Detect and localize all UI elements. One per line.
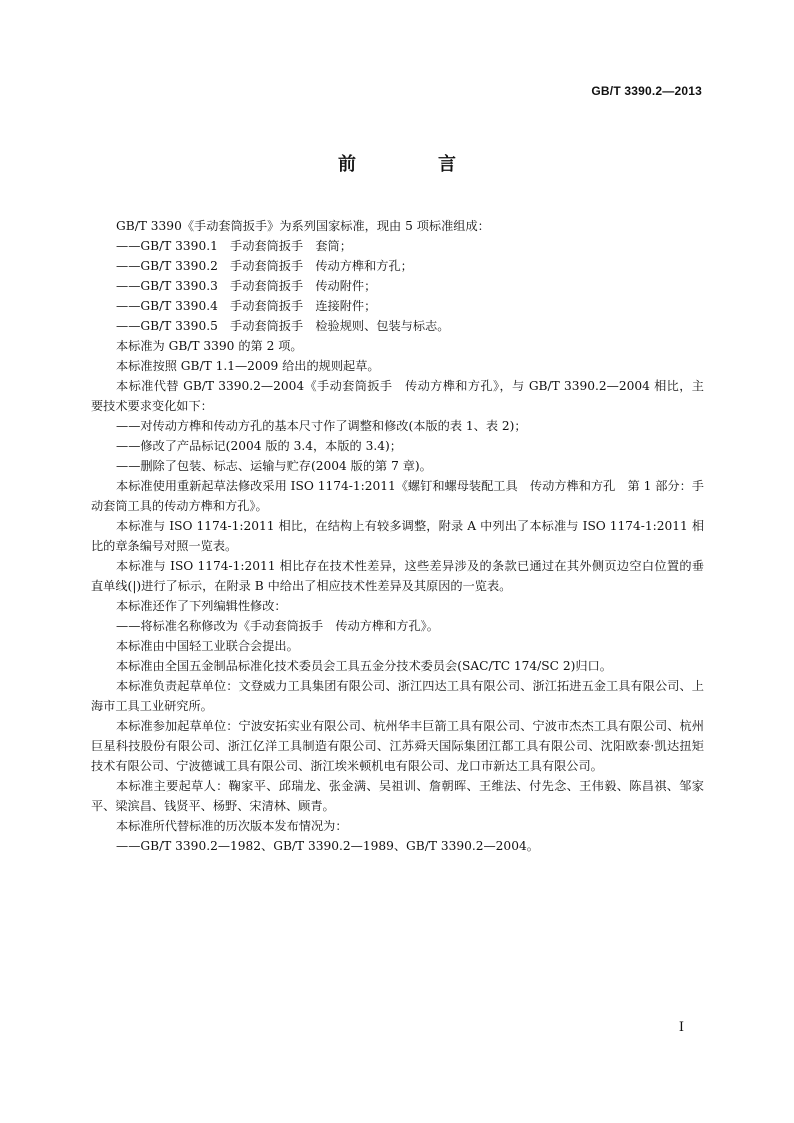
paragraph: 本标准主要起草人：鞠家平、邱瑞龙、张金满、吴祖训、詹朝晖、王维法、付先念、王伟毅、陈昌祺、邹家平、梁滨昌、钱贤平、杨野、宋清林、顾青。	[91, 779, 704, 813]
paragraph: 本标准所代替标准的历次版本发布情况为：	[116, 819, 348, 833]
list-item: ——删除了包装、标志、运输与贮存(2004 版的第 7 章)。	[116, 459, 432, 473]
paragraph: 本标准使用重新起草法修改采用 ISO 1174-1:2011《螺钉和螺母装配工具 传动方榫和方孔 第 1 部分：手动套筒工具的传动方榫和方孔》。	[91, 479, 704, 513]
paragraph: 本标准负责起草单位：文登威力工具集团有限公司、浙江四达工具有限公司、浙江拓进五金工具有限公司、上海市工具工业研究所。	[91, 679, 704, 713]
paragraph: 本标准为 GB/T 3390 的第 2 项。	[116, 339, 303, 353]
list-item: ——GB/T 3390.2—1982、GB/T 3390.2—1989、GB/T 3390.2—2004。	[116, 839, 539, 853]
list-item: ——GB/T 3390.5 手动套筒扳手 检验规则、包装与标志。	[116, 319, 450, 333]
paragraph: 本标准与 ISO 1174-1:2011 相比，在结构上有较多调整，附录 A 中列出了本标准与 ISO 1174-1:2011 相比的章条编号对照一览表。	[91, 519, 704, 553]
list-item: ——GB/T 3390.1 手动套筒扳手 套筒；	[116, 239, 352, 253]
list-item: ——对传动方榫和传动方孔的基本尺寸作了调整和修改(本版的表 1、表 2)；	[116, 419, 527, 433]
page-number: I	[678, 1020, 684, 1035]
paragraph: 本标准与 ISO 1174-1:2011 相比存在技术性差异，这些差异涉及的条款已通过在其外侧页边空白位置的垂直单线(|)进行了标示，在附录 B 中给出了相应技术性差异及其原因的一览表。	[91, 559, 704, 593]
paragraph: 本标准由中国轻工业联合会提出。	[116, 639, 299, 653]
paragraph: 本标准由全国五金制品标准化技术委员会工具五金分技术委员会(SAC/TC 174/SC 2)归口。	[116, 659, 612, 673]
page-title: 前 言	[338, 154, 488, 175]
paragraph: 本标准代替 GB/T 3390.2—2004《手动套筒扳手 传动方榫和方孔》，与 GB/T 3390.2—2004 相比，主要技术要求变化如下：	[91, 379, 704, 413]
list-item: ——GB/T 3390.4 手动套筒扳手 连接附件；	[116, 299, 377, 313]
list-item: ——修改了产品标记(2004 版的 3.4，本版的 3.4)；	[116, 439, 402, 453]
foreword-body	[91, 216, 704, 856]
paragraph: GB/T 3390《手动套筒扳手》为系列国家标准，现由 5 项标准组成：	[116, 219, 490, 233]
list-item: ——GB/T 3390.2 手动套筒扳手 传动方榫和方孔；	[116, 259, 413, 273]
paragraph: 本标准参加起草单位：宁波安拓实业有限公司、杭州华丰巨箭工具有限公司、宁波市杰杰工具有限公司、杭州巨星科技股份有限公司、浙江亿洋工具制造有限公司、江苏舜天国际集团江都工具有限公司、沈阳欧泰·凯达扭矩技术有限公司、宁波德诚工具有限公司、浙江埃米顿机电有限公司、龙口市新达工具有限公司。	[91, 719, 704, 773]
list-item: ——GB/T 3390.3 手动套筒扳手 传动附件；	[116, 279, 377, 293]
paragraph: 本标准按照 GB/T 1.1—2009 给出的规则起草。	[116, 359, 380, 373]
list-item: ——将标准名称修改为《手动套筒扳手 传动方榫和方孔》。	[116, 619, 439, 633]
standard-code: GB/T 3390.2—2013	[591, 84, 702, 98]
paragraph: 本标准还作了下列编辑性修改：	[116, 599, 287, 613]
